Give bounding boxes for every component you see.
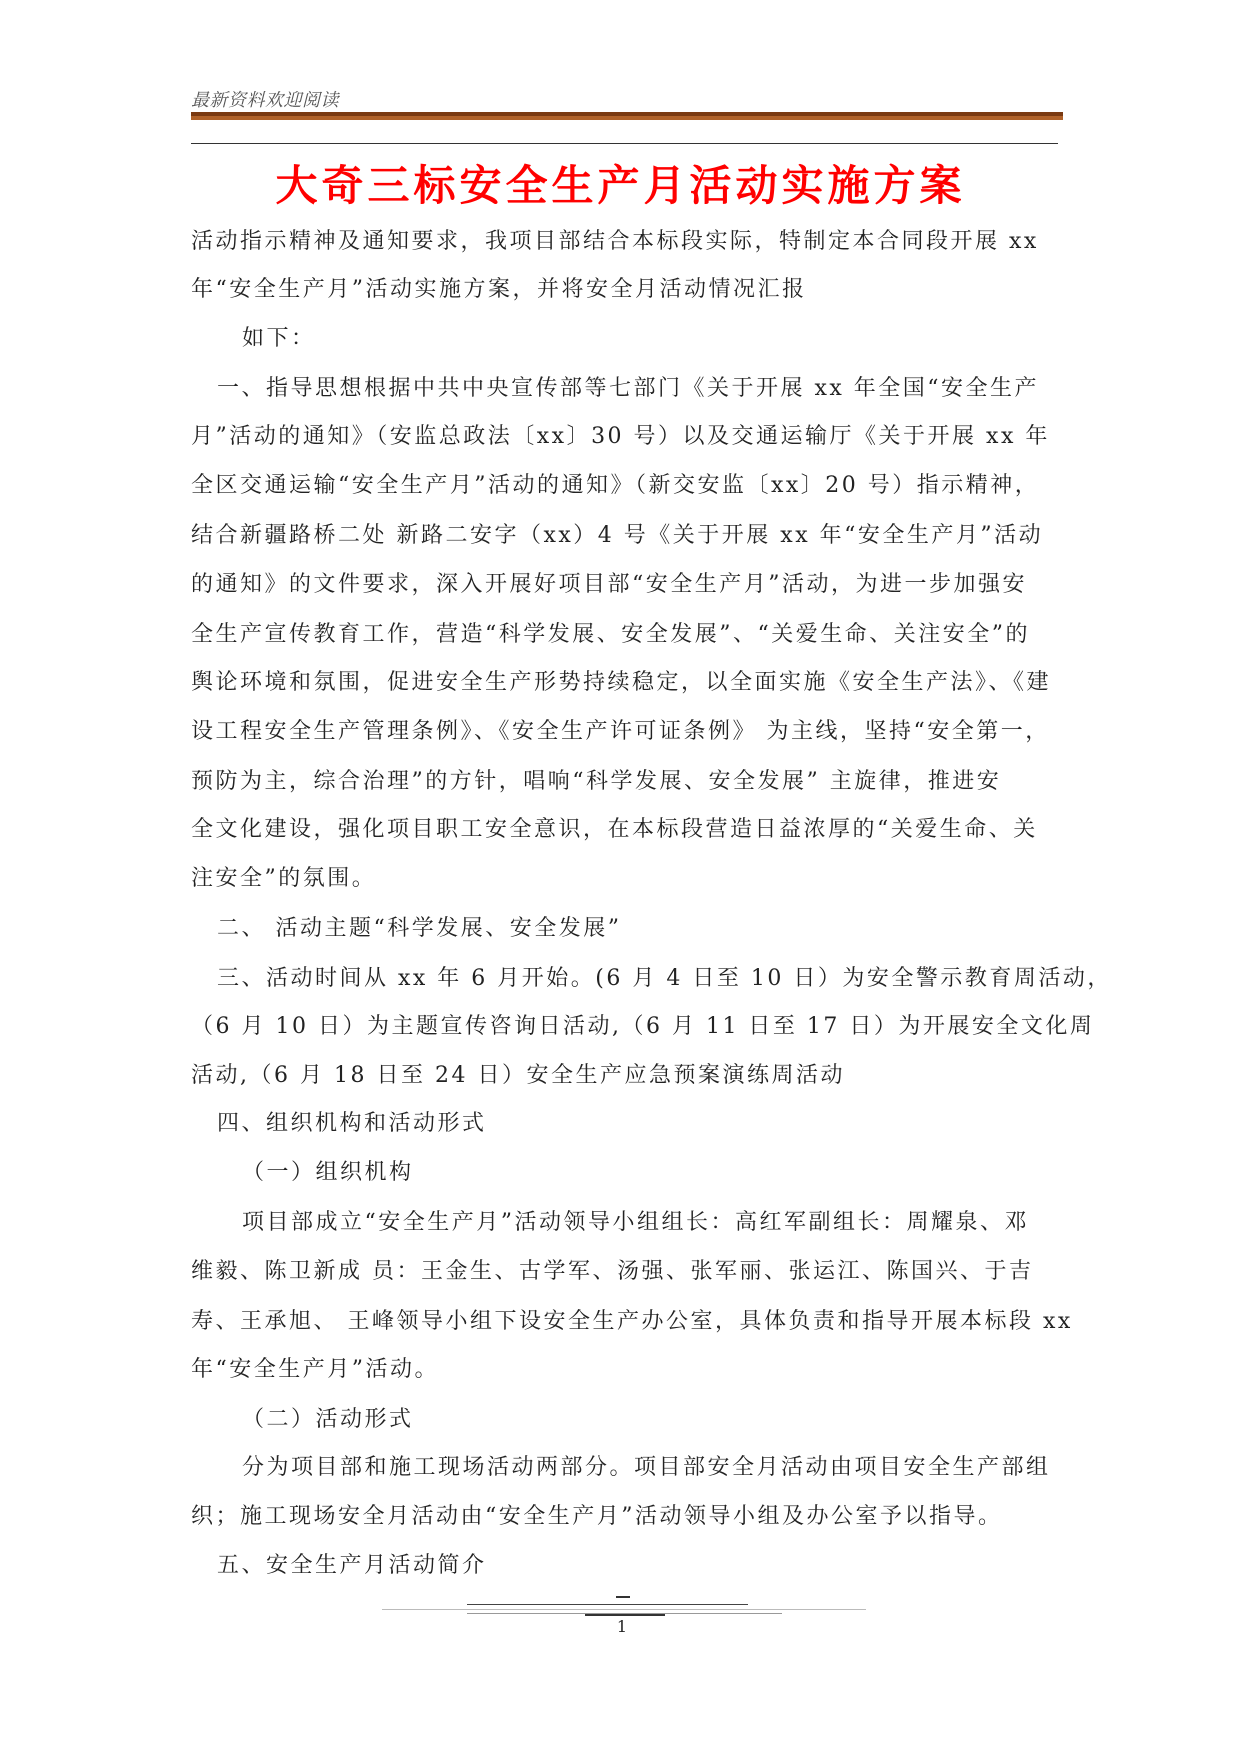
- body-line: 预防为主，综合治理”的方针，唱响“科学发展、安全发展” 主旋律，推进安: [191, 769, 1002, 794]
- body-line: 年“安全生产月”活动。: [191, 1357, 439, 1382]
- running-header: 最新资料欢迎阅读: [191, 90, 339, 111]
- body-line: 如下：: [242, 326, 316, 351]
- body-line: （6 月 10 日）为主题宣传咨询日活动,（6 月 11 日至 17 日）为开展安全文化周: [191, 1014, 1095, 1039]
- subsection-heading: （二）活动形式: [242, 1407, 414, 1432]
- body-line: 活动,（6 月 18 日至 24 日）安全生产应急预案演练周活动: [191, 1063, 845, 1088]
- section-heading: 四、组织机构和活动形式: [217, 1111, 487, 1136]
- body-line: 全文化建设，强化项目职工安全意识，在本标段营造日益浓厚的“关爱生命、关: [191, 817, 1038, 842]
- body-line: 年“安全生产月”活动实施方案，并将安全月活动情况汇报: [191, 277, 807, 302]
- header-divider: [191, 143, 1058, 144]
- body-line: 设工程安全生产管理条例》、《安全生产许可证条例》 为主线，坚持“安全第一，: [191, 719, 1050, 744]
- header-rule-band: [191, 116, 1063, 120]
- body-line: 活动指示精神及通知要求，我项目部结合本标段实际，特制定本合同段开展 xx: [191, 229, 1039, 254]
- section-heading: 三、活动时间从 xx 年 6 月开始。(6 月 4 日至 10 日）为安全警示教育周活动，: [217, 966, 1112, 991]
- body-line: 织；施工现场安全月活动由“安全生产月”活动领导小组及办公室予以指导。: [191, 1504, 1003, 1529]
- section-heading: 二、 活动主题“科学发展、安全发展”: [217, 916, 622, 941]
- footer-mark: [616, 1596, 630, 1598]
- body-line: 项目部成立“安全生产月”活动领导小组组长：高红军副组长：周耀泉、邓: [242, 1210, 1029, 1235]
- section-heading: 五、安全生产月活动简介: [217, 1553, 487, 1578]
- body-line: 维毅、陈卫新成 员：王金生、古学军、汤强、张军丽、张运江、陈国兴、于吉: [191, 1259, 1034, 1284]
- document-title: 大奇三标安全生产月活动实施方案: [275, 161, 966, 210]
- body-line: 结合新疆路桥二处 新路二安字（xx）4 号《关于开展 xx 年“安全生产月”活动: [191, 523, 1044, 548]
- body-line: 全区交通运输“安全生产月”活动的通知》（新交安监〔xx〕20 号）指示精神，: [191, 473, 1040, 498]
- body-line: 舆论环境和氛围，促进安全生产形势持续稳定，以全面实施《安全生产法》、《建: [191, 670, 1052, 695]
- page-number: 1: [616, 1617, 628, 1636]
- body-line: 注安全”的氛围。: [191, 866, 377, 891]
- body-line: 分为项目部和施工现场活动两部分。项目部安全月活动由项目安全生产部组: [242, 1455, 1051, 1480]
- footer-rule-light: [382, 1609, 866, 1610]
- body-line: 全生产宣传教育工作，营造“科学发展、安全发展”、“关爱生命、关注安全”的: [191, 622, 1030, 647]
- body-line: 寿、王承旭、 王峰领导小组下设安全生产办公室，具体负责和指导开展本标段 xx: [191, 1309, 1073, 1334]
- footer-underline: [585, 1614, 665, 1616]
- body-line: 的通知》的文件要求，深入开展好项目部“安全生产月”活动，为进一步加强安: [191, 572, 1027, 597]
- section-heading: 一、指导思想根据中共中央宣传部等七部门《关于开展 xx 年全国“安全生产: [217, 376, 1040, 401]
- body-line: 月”活动的通知》（安监总政法〔xx〕30 号）以及交通运输厅《关于开展 xx 年: [191, 424, 1050, 449]
- subsection-heading: （一）组织机构: [242, 1160, 414, 1185]
- footer-rule: [467, 1604, 748, 1605]
